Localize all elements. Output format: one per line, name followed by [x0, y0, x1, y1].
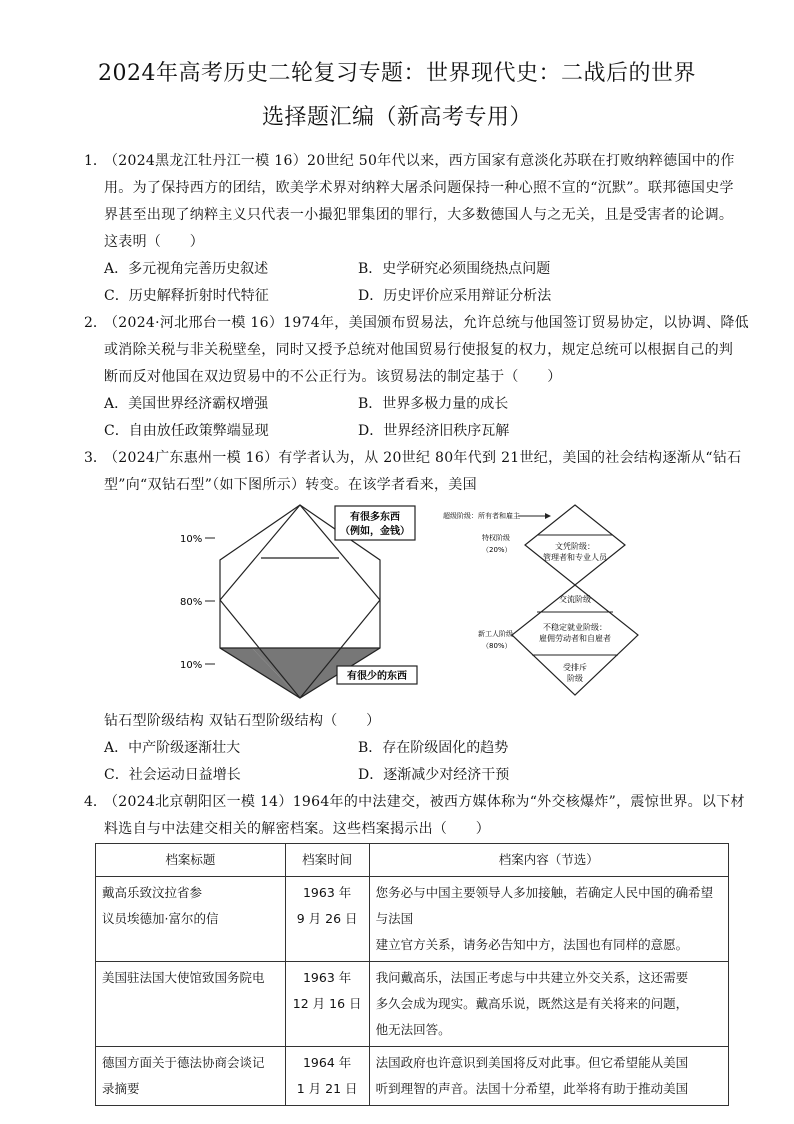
question-3-line: 型”向“双钻石型”（如下图所示）转变。在该学者看来，美国	[104, 477, 477, 493]
double-diamond-excluded-class-sub: 阶级	[567, 674, 583, 683]
diamond-class-structure-figure	[175, 500, 435, 705]
archive-content-line: 法国政府也许意识到美国将反对此事。但它希望能从美国	[375, 1055, 689, 1070]
question-1-line: （2024黑龙江牡丹江一模 16）20世纪 50年代以来，西方国家有意淡化苏联在打败纳粹德国中的作	[104, 153, 735, 169]
page-subtitle: 选择题汇编（新高考专用）	[261, 105, 532, 130]
question-3-option-a: A．中产阶级逐渐壮大	[104, 740, 241, 756]
archive-title-line: 录摘要	[102, 1081, 140, 1096]
question-2-line: （2024·河北邢台一模 16）1974年，美国颁布贸易法，允许总统与他国签订贸易协定，以协调、降低	[104, 315, 749, 331]
table-row	[96, 962, 729, 1047]
table-row	[96, 1047, 729, 1106]
archive-title-line: 美国驻法国大使馆致国务院电	[102, 970, 265, 985]
archive-table	[95, 843, 729, 1106]
question-3-option-c: C．社会运动日益增长	[104, 767, 241, 783]
table-header-row	[96, 844, 729, 877]
diamond-bottom-label: 有很少的东西	[347, 671, 407, 682]
question-1-number: 1．	[84, 153, 107, 169]
page-title: 2024年高考历史二轮复习专题：世界现代史：二战后的世界	[98, 61, 696, 86]
archive-time-line: 1964 年	[302, 1055, 352, 1070]
double-diamond-middle-class: 交流阶级	[559, 595, 591, 604]
archive-title-cell	[96, 962, 286, 1047]
archive-content-line: 建立官方关系，请务必告知中方，法国也有同样的意愿。	[375, 937, 689, 952]
archive-time-cell	[285, 1047, 369, 1106]
question-3-line: （2024广东惠州一模 16）有学者认为，从 20世纪 80年代到 21世纪，美国的社会结构逐渐从“钻石	[104, 450, 742, 466]
double-diamond-new-worker-pct: （80%）	[482, 642, 512, 650]
archive-title-line: 议员埃德加·富尔的信	[102, 911, 219, 926]
double-diamond-excluded-class: 受排斥	[563, 663, 587, 672]
question-2-option-a: A．美国世界经济霸权增强	[104, 396, 269, 412]
double-diamond-privileged-pct: （20%）	[482, 546, 512, 554]
double-diamond-super-class: 超级阶级：所有者和雇主	[443, 512, 520, 520]
question-4-line: 料选自与中法建交相关的解密档案。这些档案揭示出（ ）	[104, 821, 491, 837]
question-2-option-c: C．自由放任政策弊端显现	[104, 423, 269, 439]
double-diamond-new-worker: 新工人阶级	[478, 630, 513, 638]
double-diamond-privileged: 特权阶级	[482, 534, 510, 542]
question-2-option-d: D．世界经济旧秩序瓦解	[358, 423, 510, 439]
diamond-top-label-sub: （例如，金钱）	[340, 526, 410, 537]
question-1-option-c: C．历史解释折射时代特征	[104, 288, 269, 304]
table-header-cell: 档案内容（节选）	[369, 844, 728, 877]
double-diamond-class-structure-figure	[440, 500, 690, 700]
question-1-line: 这表明（ ）	[104, 234, 205, 250]
archive-time-line: 1963 年	[302, 885, 352, 900]
table-header-cell: 档案标题	[96, 844, 286, 877]
double-diamond-culture-class: 文凭阶级：	[555, 542, 595, 551]
archive-content-line: 多久会成为现实。戴高乐说，既然这是有关将来的问题，	[375, 996, 689, 1011]
archive-title-cell	[96, 1047, 286, 1106]
question-1-option-d: D．历史评价应采用辩证分析法	[358, 288, 552, 304]
table-header-cell: 档案时间	[285, 844, 369, 877]
archive-content-line: 听到理智的声音。法国十分希望，此举将有助于推动美国	[375, 1081, 689, 1096]
question-2-option-b: B．世界多极力量的成长	[358, 396, 509, 412]
archive-content-line: 他无法回答。	[375, 1022, 451, 1037]
archive-time-line: 12 月 16 日	[292, 996, 362, 1011]
archive-time-cell	[285, 962, 369, 1047]
diamond-pct-top: 10%	[180, 534, 203, 545]
archive-title-line: 德国方面关于德法协商会谈记	[102, 1055, 265, 1070]
question-2-number: 2．	[84, 315, 107, 331]
question-1-line: 用。为了保持西方的团结，欧美学术界对纳粹大屠杀问题保持一种心照不宣的“沉默”。联邦德国史学	[104, 180, 734, 196]
archive-time-cell	[285, 877, 369, 962]
question-1-option-a: A．多元视角完善历史叙述	[104, 261, 269, 277]
question-4-line: （2024北京朝阳区一模 14）1964年的中法建交，被西方媒体称为“外交核爆炸”，震惊世界。以下材	[104, 794, 745, 810]
archive-content-cell	[369, 877, 728, 962]
question-1-option-b: B．史学研究必须围绕热点问题	[358, 261, 551, 277]
question-3-figure-caption: 钻石型阶级结构 双钻石型阶级结构（ ）	[104, 713, 381, 729]
archive-content-cell	[369, 1047, 728, 1106]
archive-title-line: 戴高乐致汶拉省参	[102, 885, 203, 900]
diamond-top-label: 有很多东西	[350, 512, 400, 523]
diamond-pct-mid: 80%	[180, 597, 203, 608]
diamond-pct-bot: 10%	[180, 660, 203, 671]
archive-time-line: 1963 年	[302, 970, 352, 985]
question-4-number: 4．	[84, 794, 107, 810]
double-diamond-unstable-class: 不稳定就业阶级：	[543, 623, 607, 632]
double-diamond-unstable-class-sub: 雇佣劳动者和自雇者	[539, 634, 611, 643]
archive-content-line: 您务必与中国主要领导人多加接触，若确定人民中国的确希望与法国	[375, 885, 714, 926]
archive-time-line: 9 月 26 日	[296, 911, 358, 926]
question-3-option-b: B．存在阶级固化的趋势	[358, 740, 509, 756]
question-3-number: 3．	[84, 450, 107, 466]
question-1-line: 界甚至出现了纳粹主义只代表一小撮犯罪集团的罪行，大多数德国人与之无关，且是受害者的论调。	[104, 207, 734, 223]
table-row	[96, 877, 729, 962]
double-diamond-culture-class-sub: 管理者和专业人员	[543, 553, 607, 562]
archive-content-cell	[369, 962, 728, 1047]
question-2-line: 断而反对他国在双边贸易中的不公正行为。该贸易法的制定基于（ ）	[104, 369, 562, 385]
archive-content-line: 我问戴高乐，法国正考虑与中共建立外交关系，这还需要	[375, 970, 689, 985]
question-3-option-d: D．逐渐减少对经济干预	[358, 767, 510, 783]
archive-title-cell	[96, 877, 286, 962]
question-2-line: 或消除关税与非关税壁垒，同时又授予总统对他国贸易行使报复的权力，规定总统可以根据自己的判	[104, 342, 734, 358]
archive-time-line: 1 月 21 日	[296, 1081, 358, 1096]
